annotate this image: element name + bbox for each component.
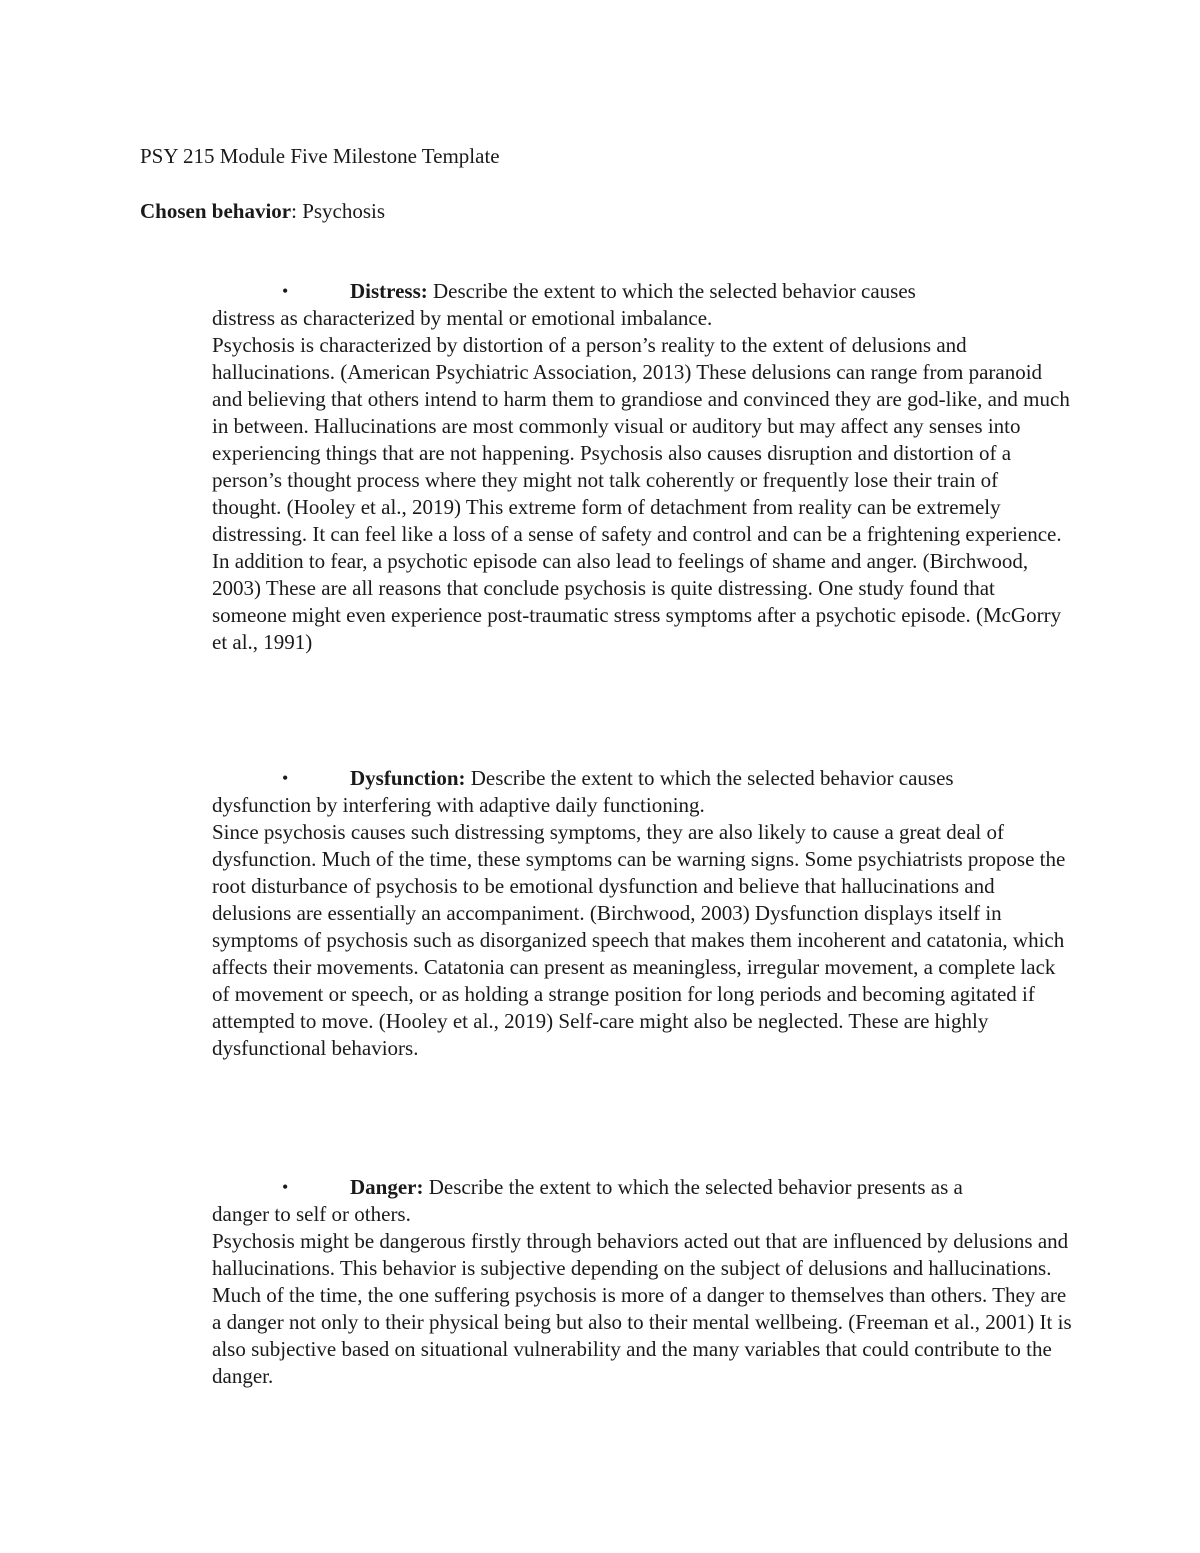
document-title: PSY 215 Module Five Milestone Template	[140, 144, 500, 168]
section-danger	[212, 1174, 1072, 1390]
bullet-icon: •	[282, 1177, 289, 1197]
section-term: Dysfunction:	[350, 766, 466, 790]
section-dysfunction	[212, 765, 1072, 1062]
section-prompt-rest: danger to self or others.	[212, 1202, 411, 1226]
heading-first-line	[212, 765, 1072, 792]
bullet-icon: •	[282, 281, 289, 301]
section-prompt-first: Describe the extent to which the selected behavior presents as a	[423, 1175, 963, 1199]
heading-first-line	[212, 1174, 1072, 1201]
section-distress	[212, 278, 1072, 656]
section-prompt-first: Describe the extent to which the selected behavior causes	[427, 279, 916, 303]
chosen-behavior-line	[140, 198, 385, 225]
section-term: Distress:	[350, 279, 428, 303]
section-prompt-first: Describe the extent to which the selected behavior causes	[465, 766, 954, 790]
chosen-behavior-separator: :	[291, 199, 303, 223]
section-heading	[212, 278, 1072, 332]
section-prompt-rest: dysfunction by interfering with adaptive daily functioning.	[212, 793, 705, 817]
chosen-behavior-value: Psychosis	[302, 199, 386, 223]
section-term: Danger:	[350, 1175, 424, 1199]
section-body: Since psychosis causes such distressing symptoms, they are also likely to cause a great deal of dysfunction. Much of the time, these symptoms can be warning signs. Some psychiatrists propose the root disturbance of psychosis to be emotional dysfunction and believe that hallucinations and delusions are essentially an accompaniment. (Birchwood, 2003) Dysfunction displays itself in symptoms of psychosis such as disorganized speech that makes them incoherent and catatonia, which affects their movements. Catatonia can present as meaningless, irregular movement, a complete lack of movement or speech, or as holding a strange position for long periods and becoming agitated if attempted to move. (Hooley et al., 2019) Self-care might also be neglected. These are highly dysfunctional behaviors.	[212, 820, 1066, 1060]
heading-first-line	[212, 278, 1072, 305]
bullet-icon: •	[282, 768, 289, 788]
chosen-behavior-label: Chosen behavior	[140, 199, 292, 223]
section-heading	[212, 1174, 1072, 1228]
section-heading	[212, 765, 1072, 819]
section-prompt-rest: distress as characterized by mental or emotional imbalance.	[212, 306, 713, 330]
section-body: Psychosis might be dangerous firstly through behaviors acted out that are influenced by delusions and hallucinations. This behavior is subjective depending on the subject of delusions and hallucinations. Much of the time, the one suffering psychosis is more of a danger to themselves than others. They are a danger not only to their physical being but also to their mental wellbeing. (Freeman et al., 2001) It is also subjective based on situational vulnerability and the many variables that could contribute to the danger.	[212, 1229, 1072, 1388]
section-body: Psychosis is characterized by distortion of a person’s reality to the extent of delusions and hallucinations. (American Psychiatric Association, 2013) These delusions can range from paranoid and believing that others intend to harm them to grandiose and convinced they are god-like, and much in between. Hallucinations are most commonly visual or auditory but may affect any senses into experiencing things that are not happening. Psychosis also causes disruption and distortion of a person’s thought process where they might not talk coherently or frequently lose their train of thought. (Hooley et al., 2019) This extreme form of detachment from reality can be extremely distressing. It can feel like a loss of a sense of safety and control and can be a frightening experience. In addition to fear, a psychotic episode can also lead to feelings of shame and anger. (Birchwood, 2003) These are all reasons that conclude psychosis is quite distressing. One study found that someone might even experience post-traumatic stress symptoms after a psychotic episode. (McGorry et al., 1991)	[212, 333, 1070, 654]
